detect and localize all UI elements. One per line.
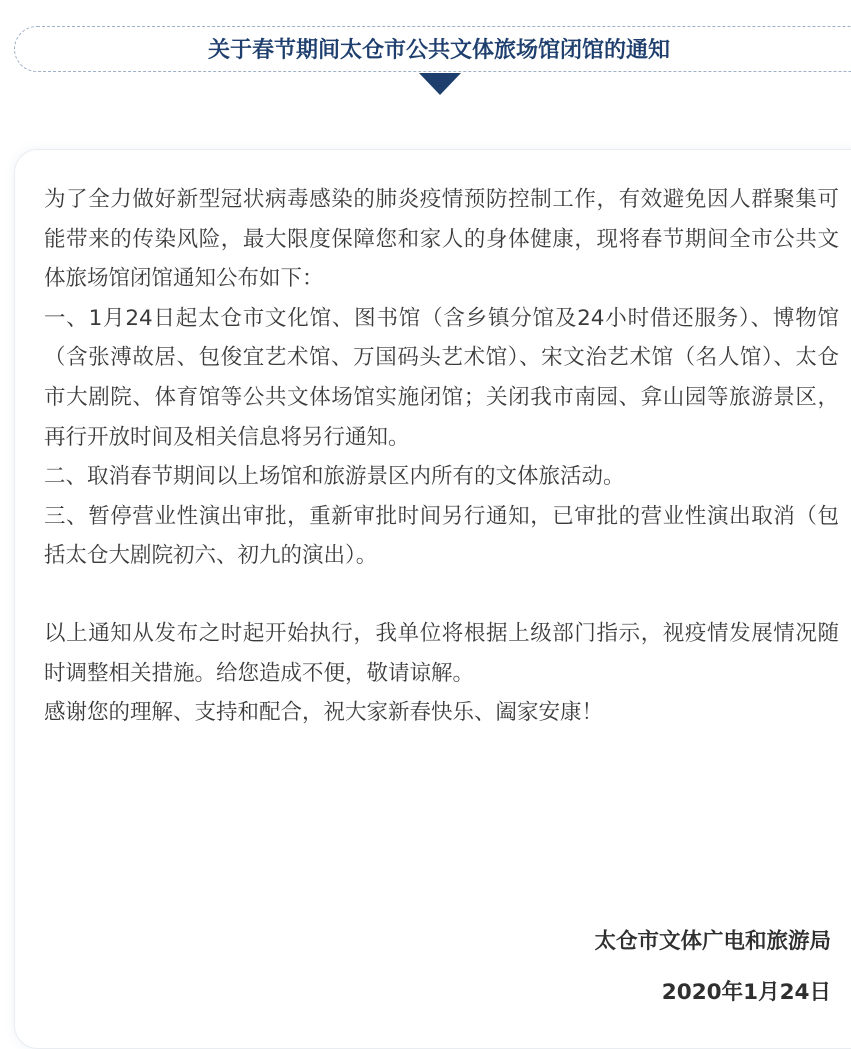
item-two-paragraph: 二、取消春节期间以上场馆和旅游景区内所有的文体旅活动。 [44, 464, 625, 490]
intro-paragraph: 为了全力做好新型冠状病毒感染的肺炎疫情预防控制工作，有效避免因人群聚集可能带来的传染风险，最大限度保障您和家人的身体健康，现将春节期间全市公共文体旅场馆闭馆通知公布如下： [44, 187, 839, 292]
execution-paragraph: 以上通知从发布之时起开始执行，我单位将根据上级部门指示，视疫情发展情况随时调整相关措施。给您造成不便，敬请谅解。 [44, 620, 839, 686]
issuer-signature: 太仓市文体广电和旅游局 [594, 929, 831, 954]
down-arrow-icon [419, 73, 461, 95]
paragraph-gap [44, 576, 839, 614]
issue-date: 2020年1月24日 [661, 980, 831, 1005]
item-one-paragraph: 一、1月24日起太仓市文化馆、图书馆（含乡镇分馆及24小时借还服务）、博物馆（含张溥故居、包俊宜艺术馆、万国码头艺术馆）、宋文治艺术馆（名人馆）、太仓市大剧院、体育馆等公共文体场馆实施闭馆；关闭我市南园、弇山园等旅游景区，再行开放时间及相关信息将另行通知。 [44, 305, 839, 450]
notice-title: 关于春节期间太仓市公共文体旅场馆闭馆的通知 [207, 38, 670, 63]
item-three-paragraph: 三、暂停营业性演出审批，重新审批时间另行通知，已审批的营业性演出取消（包括太仓大剧院初六、初九的演出）。 [44, 503, 839, 569]
notice-body [44, 180, 839, 733]
thanks-paragraph: 感谢您的理解、支持和配合，祝大家新春快乐、阖家安康！ [44, 700, 604, 726]
